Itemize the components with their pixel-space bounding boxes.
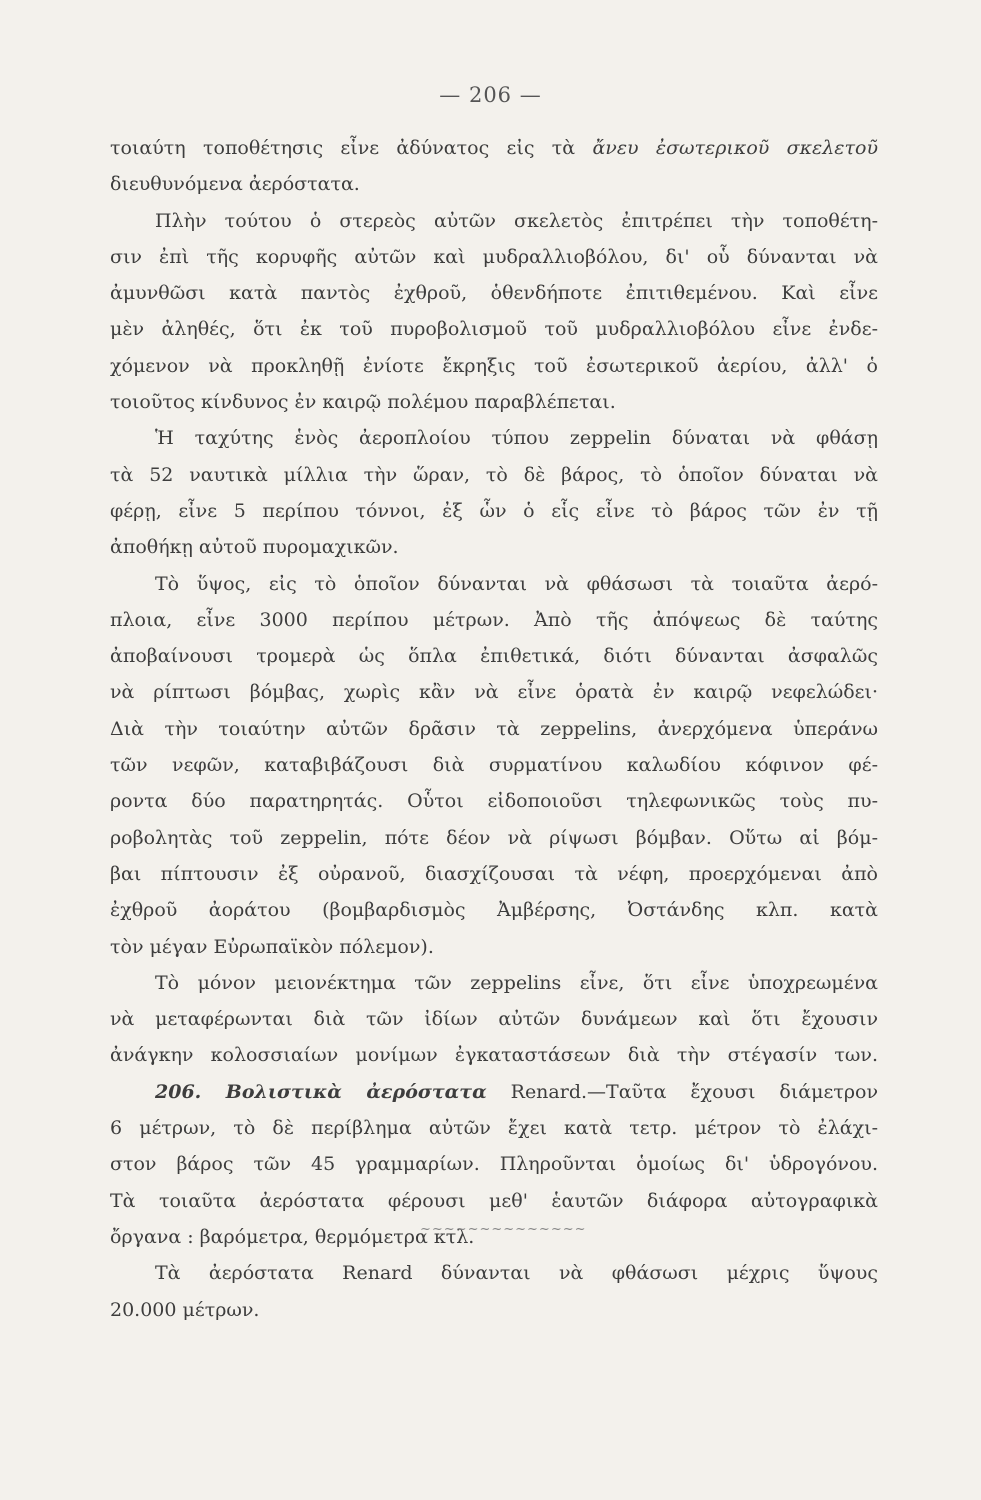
text-line: Διὰ τὴν τοιαύτην αὐτῶν δρᾶσιν τὰ zeppelins, ἀνερχόμενα ὑπεράνω: [110, 717, 878, 740]
text-line: ροντα δύο παρατηρητάς. Οὗτοι εἰδοποιοῦσι τηλεφωνικῶς τοὺς πυ-: [110, 790, 878, 813]
text-line: 20.000 μέτρων.: [110, 1298, 260, 1321]
section-heading-line: 206. Βολιστικὰ ἀερόστατα Renard.—Ταῦτα ἔχουσι διάμετρον: [155, 1080, 878, 1103]
paragraph-start: Τὰ ἀερόστατα Renard δύνανται νὰ φθάσωσι μέχρις ὕψους: [155, 1262, 878, 1285]
text-line: μὲν ἀληθές, ὅτι ἐκ τοῦ πυροβολισμοῦ τοῦ μυδραλλιοβόλου εἶνε ἐνδε-: [110, 318, 878, 341]
text-line: πλοια, εἶνε 3000 περίπου μέτρων. Ἀπὸ τῆς ἀπόψεως δὲ ταύτης: [110, 608, 878, 631]
text-line: νὰ μεταφέρωνται διὰ τῶν ἰδίων αὐτῶν δυνάμεων καὶ ὅτι ἔχουσιν: [110, 1008, 878, 1031]
text-line: ἐχθροῦ ἀοράτου (βομβαρδισμὸς Ἀμβέρσης, Ὀστάνδης κλπ. κατὰ: [110, 899, 878, 922]
text-line: στον βάρος τῶν 45 γραμμαρίων. Πληροῦνται ὁμοίως δι' ὑδρογόνου.: [110, 1153, 878, 1176]
section-heading: 206. Βολιστικὰ ἀερόστατα: [155, 1080, 487, 1103]
text-line: σιν ἐπὶ τῆς κορυφῆς αὐτῶν καὶ μυδραλλιοβόλου, δι' οὗ δύνανται νὰ: [110, 245, 878, 268]
text-line: ὄργανα : βαρόμετρα, θερμόμετρα κτλ.: [110, 1225, 475, 1248]
paragraph-start: Τὸ ὕψος, εἰς τὸ ὁποῖον δύνανται νὰ φθάσωσι τὰ τοιαῦτα ἀερό-: [155, 572, 878, 595]
text-line: τὰ 52 ναυτικὰ μίλλια τὴν ὥραν, τὸ δὲ βάρος, τὸ ὁποῖον δύναται νὰ: [110, 463, 878, 486]
text-line: ροβολητὰς τοῦ zeppelin, πότε δέον νὰ ρίψωσι βόμβαν. Οὕτω αἱ βόμ-: [110, 826, 878, 849]
text-line: φέρῃ, εἶνε 5 περίπου τόννοι, ἐξ ὧν ὁ εἷς εἶνε τὸ βάρος τῶν ἐν τῇ: [110, 499, 878, 522]
paragraph-start: Πλὴν τούτου ὁ στερεὸς αὐτῶν σκελετὸς ἐπιτρέπει τὴν τοποθέτη-: [155, 209, 878, 232]
text-line: ἀμυνθῶσι κατὰ παντὸς ἐχθροῦ, ὁθενδήποτε ἐπιτιθεμένου. Καὶ εἶνε: [110, 282, 878, 305]
paragraph-start: Τὸ μόνον μειονέκτημα τῶν zeppelins εἶνε, ὅτι εἶνε ὑποχρεωμένα: [155, 971, 878, 994]
text-line: διευθυνόμενα ἀερόστατα.: [110, 173, 360, 196]
text-line: τῶν νεφῶν, καταβιβάζουσι διὰ συρματίνου καλωδίου κόφινον φέ-: [110, 754, 878, 777]
text-line: τοιοῦτος κίνδυνος ἐν καιρῷ πολέμου παραβλέπεται.: [110, 391, 616, 414]
text-line: ἀνάγκην κολοσσιαίων μονίμων ἐγκαταστάσεων διὰ τὴν στέγασίν των.: [110, 1044, 878, 1067]
text-line: βαι πίπτουσιν ἐξ οὐρανοῦ, διασχίζουσαι τὰ νέφη, προερχόμεναι ἀπὸ: [110, 862, 878, 885]
text-line: ἀποβαίνουσι τρομερὰ ὡς ὅπλα ἐπιθετικά, διότι δύνανται ἀσφαλῶς: [110, 645, 878, 668]
body-text: [110, 130, 878, 1328]
text-line: χόμενον νὰ προκληθῇ ἐνίοτε ἔκρηξις τοῦ ἐσωτερικοῦ ἀερίου, ἀλλ' ὁ: [110, 354, 878, 377]
text-line: τὸν μέγαν Εὐρωπαϊκὸν πόλεμον).: [110, 935, 434, 958]
text-line: ἀποθήκῃ αὐτοῦ πυρομαχικῶν.: [110, 536, 399, 559]
text-line: τοιαύτη τοποθέτησις εἶνε ἀδύνατος εἰς τὰ ἄνευ ἐσωτερικοῦ σκελετοῦ: [110, 137, 878, 159]
text-line: 6 μέτρων, τὸ δὲ περίβλημα αὐτῶν ἔχει κατὰ τετρ. μέτρον τὸ ἐλάχι-: [110, 1117, 878, 1140]
ornamental-divider: ~~~~~~~~~~~~~~: [420, 1222, 587, 1237]
text-line: Τὰ τοιαῦτα ἀερόστατα φέρουσι μεθ' ἑαυτῶν διάφορα αὐτογραφικὰ: [110, 1189, 878, 1212]
paragraph-start: Ἡ ταχύτης ἑνὸς ἀεροπλοίου τύπου zeppelin δύναται νὰ φθάσῃ: [155, 427, 878, 450]
text-line: νὰ ρίπτωσι βόμβας, χωρὶς κἂν νὰ εἶνε ὁρατὰ ἐν καιρῷ νεφελώδει·: [110, 681, 878, 704]
page-number: — 206 —: [439, 83, 542, 107]
italic-phrase: ἄνευ ἐσωτερικοῦ σκελετοῦ: [592, 137, 878, 159]
